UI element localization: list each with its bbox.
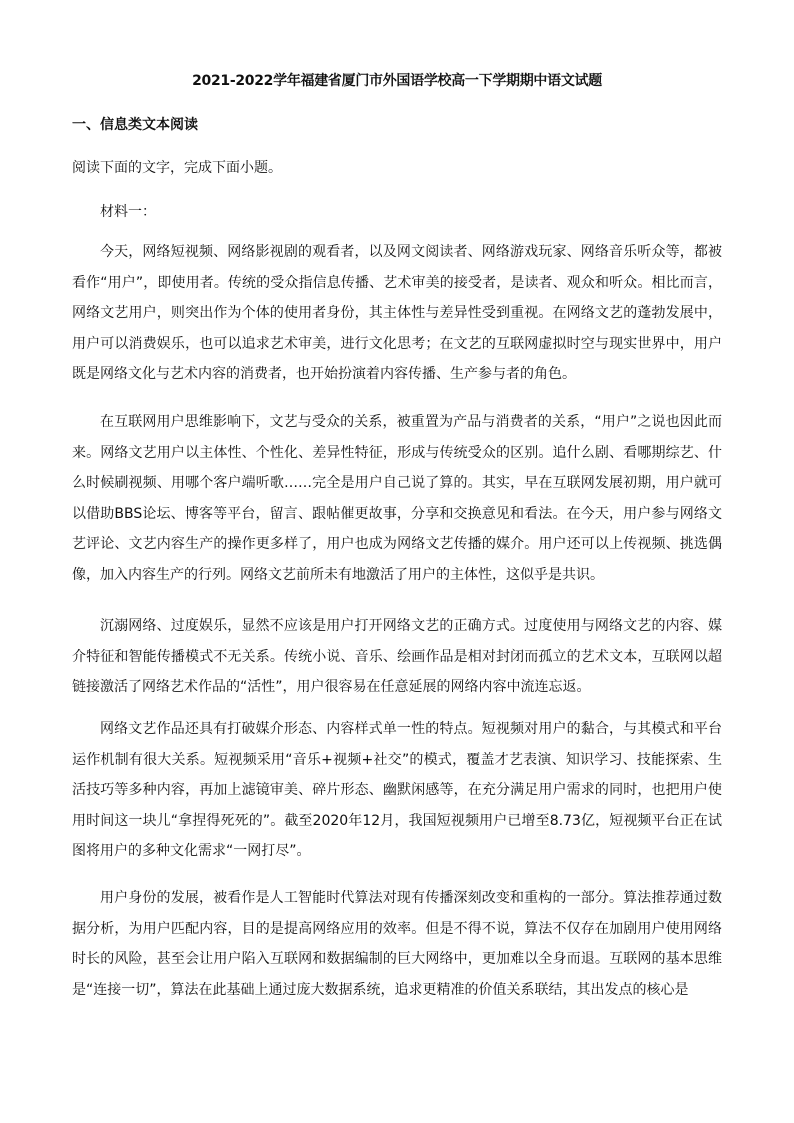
reading-instruction: 阅读下面的文字，完成下面小题。 <box>72 160 282 176</box>
paragraph: 网络文艺作品还具有打破媒介形态、内容样式单一性的特点。短视频对用户的黏合，与其模式和平台运作机制有很大关系。短视频采用“音乐+视频+社交”的模式，覆盖才艺表演、知识学习、技能探索、生活技巧等多种内容，再加上滤镜审美、碎片形态、幽默闲感等，在充分满足用户需求的同时，也把用户使用时间这一块儿“拿捏得死死的”。截至2020年12月，我国短视频用户已增至8.73亿，短视频平台正在试图将用户的多种文化需求“一网打尽”。 <box>72 721 722 859</box>
paragraph: 在互联网用户思维影响下，文艺与受众的关系，被重置为产品与消费者的关系，“用户”之说也因此而来。网络文艺用户以主体性、个性化、差异性特征，形成与传统受众的区别。追什么剧、看哪期综艺、什么时候刷视频、用哪个客户端听歌……完全是用户自己说了算的。其实，早在互联网发展初期，用户就可以借助BBS论坛、博客等平台，留言、跟帖催更故事，分享和交换意见和看法。在今天，用户参与网络文艺评论、文艺内容生产的操作更多样了，用户也成为网络文艺传播的媒介。用户还可以上传视频、挑选偶像，加入内容生产的行列。网络文艺前所未有地激活了用户的主体性，这似乎是共识。 <box>72 414 722 583</box>
document-title: 2021-2022学年福建省厦门市外国语学校高一下学期期中语文试题 <box>192 73 602 89</box>
paragraph: 今天，网络短视频、网络影视剧的观看者，以及网文阅读者、网络游戏玩家、网络音乐听众等，都被看作“用户”，即使用者。传统的受众指信息传播、艺术审美的接受者，是读者、观众和听众。相比而言，网络文艺用户，则突出作为个体的使用者身份，其主体性与差异性受到重视。在网络文艺的蓬勃发展中，用户可以消费娱乐，也可以追求艺术审美，进行文化思考；在文艺的互联网虚拟时空与现实世界中，用户既是网络文化与艺术内容的消费者，也开始扮演着内容传播、生产参与者的角色。 <box>72 244 722 382</box>
section-heading: 一、信息类文本阅读 <box>72 117 198 133</box>
paragraph: 用户身份的发展，被看作是人工智能时代算法对现有传播深刻改变和重构的一部分。算法推荐通过数据分析，为用户匹配内容，目的是提高网络应用的效率。但是不得不说，算法不仅存在加剧用户使用网络时长的风险，甚至会让用户陷入互联网和数据编制的巨大网络中，更加难以全身而退。互联网的基本思维是“连接一切”，算法在此基础上通过庞大数据系统，追求更精准的价值关系联结，其出发点的核心是 <box>72 890 722 998</box>
paragraph: 沉溺网络、过度娱乐，显然不应该是用户打开网络文艺的正确方式。过度使用与网络文艺的内容、媒介特征和智能传播模式不无关系。传统小说、音乐、绘画作品是相对封闭而孤立的艺术文本，互联网以超链接激活了网络艺术作品的“活性”，用户很容易在任意延展的网络内容中流连忘返。 <box>72 618 722 695</box>
material-label: 材料一： <box>100 204 156 220</box>
